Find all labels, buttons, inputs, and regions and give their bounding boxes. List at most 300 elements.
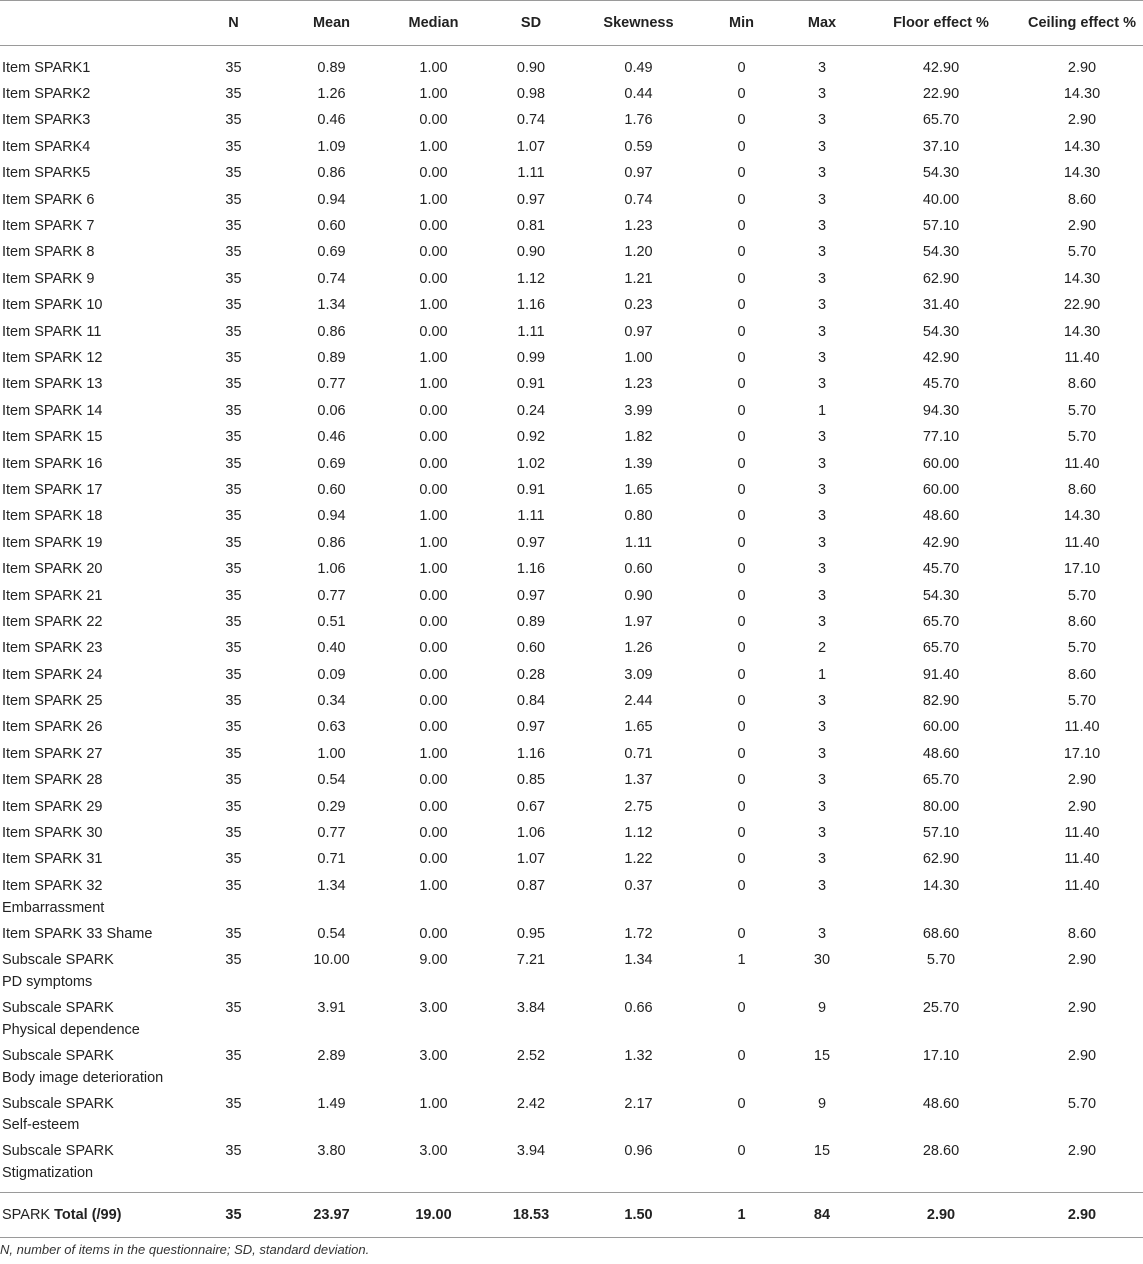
table-cell: 1.00	[419, 86, 448, 103]
table-row	[0, 946, 1143, 994]
row-label	[0, 819, 186, 845]
row-label	[0, 238, 186, 264]
table-cell: 9	[817, 1095, 827, 1112]
table-cell: 22.90	[922, 86, 960, 103]
table-cell: 0.84	[516, 693, 546, 710]
table-row	[0, 502, 1143, 528]
table-cell: 1.00	[419, 297, 448, 314]
table-cell: 3	[817, 508, 827, 525]
table-cell: 0.46	[317, 429, 346, 446]
table-cell: 3.09	[624, 666, 653, 683]
table-cell: 0.24	[516, 402, 546, 419]
table-cell: 0.94	[317, 508, 346, 525]
column-header: SD	[485, 1, 577, 46]
table-cell: 0	[737, 587, 746, 604]
table-cell: 48.60	[922, 745, 960, 762]
column-header: Floor effect %	[861, 1, 1021, 46]
table-cell: 0.00	[419, 666, 448, 683]
table-cell: 35	[225, 587, 242, 604]
table-cell: 35	[225, 1000, 242, 1016]
table-cell: 0.51	[317, 613, 346, 630]
table-cell: 0	[737, 138, 746, 155]
row-label	[0, 370, 186, 396]
table-cell: 0.89	[516, 613, 546, 630]
table-cell: 2.17	[624, 1095, 653, 1112]
table-cell: 1.00	[419, 877, 448, 894]
table-cell: 0.86	[317, 534, 346, 551]
table-cell: 0.95	[516, 925, 546, 942]
row-label-line2: Physical dependence	[2, 1021, 140, 1038]
table-cell: 0.91	[516, 481, 546, 498]
table-cell: 0.89	[317, 350, 346, 366]
table-cell: 35	[225, 719, 242, 736]
table-cell: 54.30	[922, 244, 960, 261]
table-cell: 0.00	[419, 825, 448, 842]
table-cell: 5.70	[1067, 640, 1097, 657]
row-label-line1: Item SPARK2	[2, 86, 91, 103]
table-cell: 0	[737, 745, 746, 762]
row-label-line1: Item SPARK 18	[2, 508, 103, 525]
table-cell: 0.34	[317, 693, 346, 710]
table-cell: 0	[737, 1000, 746, 1016]
table-cell: 35	[225, 297, 242, 314]
row-label	[0, 946, 186, 994]
table-cell: 3	[817, 218, 827, 235]
table-cell: 0.28	[516, 666, 546, 683]
row-label-line1: Item SPARK 27	[2, 745, 103, 762]
table-cell: 0.67	[516, 798, 546, 815]
table-cell: 1.26	[317, 86, 346, 103]
table-cell: 91.40	[922, 666, 960, 683]
table-cell: 0.80	[624, 508, 653, 525]
table-cell: 2.90	[1067, 798, 1097, 815]
table-cell: 60.00	[922, 719, 960, 736]
table-cell: 3.00	[419, 1000, 448, 1016]
table-row	[0, 661, 1143, 687]
table-cell: 0.81	[516, 218, 546, 235]
table-row	[0, 186, 1143, 212]
table-cell: 94.30	[922, 402, 960, 419]
table-cell: 35	[225, 112, 242, 129]
table-cell: 35	[225, 1095, 242, 1112]
table-row	[0, 106, 1143, 132]
table-cell: 3	[817, 587, 827, 604]
table-cell: 5.70	[1067, 693, 1097, 710]
table-cell: 0.97	[516, 719, 546, 736]
table-row	[0, 318, 1143, 344]
table-cell: 0	[737, 561, 746, 578]
table-cell: 0.00	[419, 218, 448, 235]
table-cell: 0	[737, 86, 746, 103]
row-label-line1: Item SPARK 30	[2, 825, 103, 842]
table-row	[0, 994, 1143, 1042]
table-cell: 3	[817, 693, 827, 710]
table-cell: 35	[225, 825, 242, 842]
table-cell: 35	[225, 402, 242, 419]
table-cell: 0.00	[419, 640, 448, 657]
table-cell: 35	[225, 1047, 242, 1064]
table-cell: 35	[225, 877, 242, 894]
row-label	[0, 344, 186, 370]
table-cell: 3	[817, 86, 827, 103]
table-cell: 35	[225, 350, 242, 366]
row-label-line1: Subscale SPARK	[2, 952, 114, 969]
row-label	[0, 1042, 186, 1090]
table-cell: 3	[817, 745, 827, 762]
table-cell: 1.06	[317, 561, 346, 578]
row-label	[0, 159, 186, 185]
row-label	[0, 529, 186, 555]
table-cell: 11.40	[1064, 350, 1100, 366]
table-cell: 35	[225, 86, 242, 103]
table-cell: 0.85	[516, 772, 546, 789]
row-label-line1: Item SPARK 22	[2, 613, 103, 630]
table-cell: 0	[737, 851, 746, 868]
table-cell: 1.00	[419, 561, 448, 578]
table-cell: 1.21	[624, 270, 653, 287]
table-cell: 0.71	[624, 745, 653, 762]
table-cell: 0.00	[419, 429, 448, 446]
table-cell: 0	[737, 376, 746, 393]
table-cell: 0.00	[419, 772, 448, 789]
table-cell: 0.90	[516, 60, 546, 76]
table-cell: 31.40	[922, 297, 960, 314]
table-cell: 0	[737, 825, 746, 842]
table-cell: 0.46	[317, 112, 346, 129]
table-cell: 65.70	[922, 772, 960, 789]
table-cell: 1.32	[624, 1047, 653, 1064]
table-cell: 0.60	[516, 640, 546, 657]
row-label	[0, 634, 186, 660]
row-label	[0, 687, 186, 713]
table-cell: 0.54	[317, 772, 346, 789]
table-row	[0, 920, 1143, 946]
column-header: Min	[700, 1, 783, 46]
row-label	[0, 133, 186, 159]
table-cell: 0	[737, 112, 746, 129]
table-cell: 0.00	[419, 455, 448, 472]
table-cell: 62.90	[922, 851, 960, 868]
table-cell: 9	[817, 1000, 827, 1016]
table-cell: 1	[817, 402, 827, 419]
table-cell: 0.00	[419, 270, 448, 287]
total-cell: 35	[186, 1192, 281, 1237]
table-cell: 80.00	[922, 798, 960, 815]
table-cell: 35	[225, 508, 242, 525]
table-cell: 0.60	[317, 481, 346, 498]
total-cell: 18.53	[485, 1192, 577, 1237]
table-cell: 3	[817, 60, 827, 76]
row-label-line1: Item SPARK 28	[2, 772, 103, 789]
table-cell: 0.77	[317, 587, 346, 604]
table-cell: 3.91	[317, 1000, 346, 1016]
table-cell: 3	[817, 165, 827, 182]
table-cell: 35	[225, 534, 242, 551]
table-cell: 1.00	[624, 350, 653, 366]
table-cell: 1.00	[317, 745, 346, 762]
table-row	[0, 80, 1143, 106]
table-cell: 14.30	[1063, 165, 1101, 182]
table-cell: 0	[737, 481, 746, 498]
table-footnote: N, number of items in the questionnaire; SD, standard deviation.	[0, 1242, 370, 1257]
row-label-line1: Item SPARK 26	[2, 719, 103, 736]
table-cell: 0.86	[317, 165, 346, 182]
table-cell: 0	[737, 244, 746, 261]
table-cell: 3.80	[317, 1143, 346, 1160]
table-cell: 17.10	[922, 1047, 960, 1064]
row-label	[0, 106, 186, 132]
row-label-line1: Item SPARK 21	[2, 587, 103, 604]
table-cell: 1.37	[624, 772, 653, 789]
table-cell: 14.30	[1063, 270, 1101, 287]
table-cell: 14.30	[1063, 86, 1101, 103]
table-cell: 11.40	[1064, 455, 1100, 472]
table-cell: 35	[225, 640, 242, 657]
table-cell: 0.44	[624, 86, 653, 103]
table-cell: 1.23	[624, 376, 653, 393]
row-label-line1: Item SPARK 14	[2, 402, 103, 419]
row-label-line1: Item SPARK 16	[2, 455, 103, 472]
row-label	[0, 265, 186, 291]
table-cell: 35	[225, 191, 242, 208]
row-label	[0, 1090, 186, 1138]
row-label	[0, 920, 186, 946]
table-row	[0, 397, 1143, 423]
total-cell: 19.00	[382, 1192, 485, 1237]
table-cell: 11.40	[1064, 534, 1100, 551]
table-cell: 2.52	[516, 1047, 546, 1064]
table-cell: 0.97	[516, 587, 546, 604]
row-label	[0, 397, 186, 423]
row-label-line2: Stigmatization	[2, 1165, 94, 1182]
total-row	[0, 1192, 1143, 1237]
table-row	[0, 529, 1143, 555]
row-label	[0, 46, 186, 81]
total-cell: 1	[700, 1192, 783, 1237]
table-cell: 0	[737, 455, 746, 472]
table-cell: 3.00	[419, 1047, 448, 1064]
table-row	[0, 238, 1143, 264]
table-cell: 3	[817, 297, 827, 314]
table-cell: 65.70	[922, 640, 960, 657]
table-cell: 3	[817, 925, 827, 942]
table-cell: 0.00	[419, 165, 448, 182]
table-cell: 0.74	[516, 112, 546, 129]
table-row	[0, 608, 1143, 634]
total-cell: 2.90	[861, 1192, 1021, 1237]
table-cell: 14.30	[1063, 138, 1101, 155]
row-label	[0, 872, 186, 920]
table-cell: 82.90	[922, 693, 960, 710]
table-row	[0, 423, 1143, 449]
table-row	[0, 713, 1143, 739]
table-cell: 3	[817, 561, 827, 578]
row-label	[0, 793, 186, 819]
table-cell: 0	[737, 877, 746, 894]
table-cell: 0	[737, 1143, 746, 1160]
row-label-line2: PD symptoms	[2, 974, 93, 990]
table-cell: 1.65	[624, 481, 653, 498]
table-cell: 3	[817, 719, 827, 736]
row-label-line1: Item SPARK 12	[2, 350, 103, 366]
table-cell: 35	[225, 613, 242, 630]
table-cell: 1.97	[624, 613, 653, 630]
table-cell: 0.00	[419, 613, 448, 630]
table-cell: 11.40	[1064, 719, 1100, 736]
table-cell: 1.34	[317, 297, 346, 314]
table-cell: 2.90	[1067, 1000, 1097, 1016]
table-cell: 0.87	[516, 877, 546, 894]
total-cell: 2.90	[1021, 1192, 1143, 1237]
table-cell: 3	[817, 851, 827, 868]
table-cell: 3	[817, 323, 827, 340]
table-cell: 77.10	[922, 429, 960, 446]
table-cell: 0	[737, 925, 746, 942]
table-cell: 1.65	[624, 719, 653, 736]
table-cell: 65.70	[922, 112, 960, 129]
table-cell: 0.00	[419, 402, 448, 419]
table-cell: 28.60	[922, 1143, 960, 1160]
row-label-line1: Item SPARK1	[2, 60, 91, 76]
table-cell: 8.60	[1067, 613, 1097, 630]
table-cell: 0.00	[419, 925, 448, 942]
table-cell: 35	[225, 323, 242, 340]
row-label-line1: Item SPARK 15	[2, 429, 103, 446]
row-label	[0, 555, 186, 581]
row-label-line2: Embarrassment	[2, 899, 105, 916]
row-label-line2: Self-esteem	[2, 1117, 80, 1134]
table-cell: 0.97	[624, 165, 653, 182]
table-cell: 35	[225, 1143, 242, 1160]
total-label-bold: Total (/99)	[54, 1206, 122, 1223]
table-cell: 2.90	[1067, 1143, 1097, 1160]
row-label-line1: Item SPARK 19	[2, 534, 103, 551]
table-cell: 1.76	[624, 112, 653, 129]
table-row	[0, 634, 1143, 660]
table-cell: 8.60	[1067, 666, 1097, 683]
table-cell: 8.60	[1067, 925, 1097, 942]
table-header-row	[0, 1, 1143, 46]
row-label	[0, 661, 186, 687]
table-cell: 35	[225, 693, 242, 710]
table-cell: 11.40	[1064, 825, 1100, 842]
table-cell: 1.12	[516, 270, 546, 287]
table-cell: 45.70	[922, 561, 960, 578]
table-cell: 0.00	[419, 693, 448, 710]
table-cell: 35	[225, 851, 242, 868]
table-cell: 1.00	[419, 60, 448, 76]
table-cell: 0	[737, 534, 746, 551]
table-cell: 0.60	[624, 561, 653, 578]
row-label	[0, 186, 186, 212]
table-cell: 0	[737, 297, 746, 314]
table-cell: 0	[737, 402, 746, 419]
row-label-line1: Item SPARK 32	[2, 877, 103, 894]
table-cell: 1.34	[317, 877, 346, 894]
table-cell: 0.23	[624, 297, 653, 314]
table-cell: 65.70	[922, 613, 960, 630]
table-cell: 1.00	[419, 376, 448, 393]
table-cell: 35	[225, 376, 242, 393]
table-cell: 60.00	[922, 481, 960, 498]
table-cell: 0	[737, 640, 746, 657]
table-cell: 22.90	[1063, 297, 1101, 314]
table-cell: 1.09	[317, 138, 346, 155]
table-cell: 3.84	[516, 1000, 546, 1016]
table-cell: 48.60	[922, 508, 960, 525]
table-cell: 3	[817, 534, 827, 551]
table-cell: 0.98	[516, 86, 546, 103]
table-cell: 0.59	[624, 138, 653, 155]
table-cell: 57.10	[922, 825, 960, 842]
table-cell: 9.00	[419, 952, 448, 969]
table-cell: 54.30	[922, 323, 960, 340]
table-cell: 35	[225, 244, 242, 261]
table-cell: 2.90	[1067, 952, 1097, 969]
table-row	[0, 872, 1143, 920]
table-cell: 0.54	[317, 925, 346, 942]
table-row	[0, 450, 1143, 476]
table-cell: 0.29	[317, 798, 346, 815]
row-label-line1: Item SPARK3	[2, 112, 91, 129]
table-cell: 3	[817, 877, 827, 894]
column-header: Max	[783, 1, 861, 46]
table-cell: 1.49	[317, 1095, 346, 1112]
table-cell: 1.12	[624, 825, 653, 842]
table-cell: 0.00	[419, 323, 448, 340]
row-label-line1: Subscale SPARK	[2, 1047, 114, 1064]
table-cell: 3.00	[419, 1143, 448, 1160]
table-cell: 1.02	[516, 455, 546, 472]
table-cell: 0.49	[624, 60, 653, 76]
table-cell: 3	[817, 112, 827, 129]
table-cell: 1.11	[517, 323, 545, 340]
table-cell: 8.60	[1067, 191, 1097, 208]
table-cell: 0.60	[317, 218, 346, 235]
table-cell: 3	[817, 798, 827, 815]
table-cell: 0.00	[419, 798, 448, 815]
table-row	[0, 291, 1143, 317]
table-cell: 8.60	[1067, 376, 1097, 393]
row-label	[0, 608, 186, 634]
table-cell: 0	[737, 666, 746, 683]
table-cell: 35	[225, 481, 242, 498]
table-cell: 40.00	[922, 191, 960, 208]
table-row	[0, 582, 1143, 608]
table-cell: 0	[737, 218, 746, 235]
table-cell: 1.11	[517, 165, 545, 182]
table-row	[0, 555, 1143, 581]
table-cell: 0	[737, 429, 746, 446]
table-cell: 35	[225, 455, 242, 472]
table-cell: 0.91	[516, 376, 546, 393]
table-cell: 3	[817, 376, 827, 393]
row-label	[0, 423, 186, 449]
table-cell: 2.90	[1067, 112, 1097, 129]
table-cell: 1.39	[624, 455, 653, 472]
table-body	[0, 46, 1143, 1238]
table-cell: 3	[817, 429, 827, 446]
table-row	[0, 370, 1143, 396]
table-cell: 2.75	[624, 798, 653, 815]
table-cell: 30	[813, 952, 831, 969]
table-cell: 1.07	[516, 851, 546, 868]
table-cell: 0.63	[317, 719, 346, 736]
table-cell: 0	[737, 798, 746, 815]
table-cell: 1.00	[419, 191, 448, 208]
table-cell: 25.70	[922, 1000, 960, 1016]
table-cell: 0.74	[317, 270, 346, 287]
